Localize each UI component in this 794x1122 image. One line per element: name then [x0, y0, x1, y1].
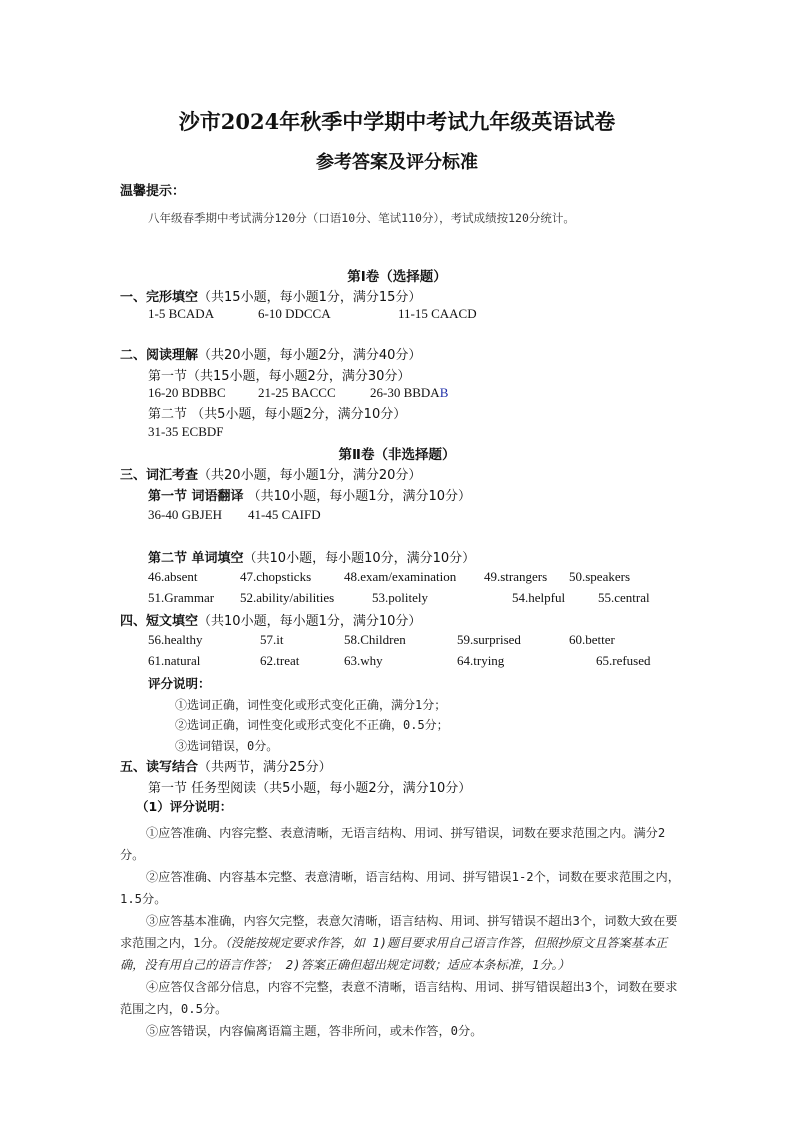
part-1-heading: 第一节 任务型阅读（共5小题，每小题2分，满分10分） [148, 781, 472, 796]
criteria-item: ②选词正确，词性变化或形式变化不正确，0.5分； [175, 718, 449, 732]
answer-group: 21-25 BACCC [258, 385, 336, 400]
answer-word: 59.surprised [457, 632, 521, 647]
section-number: 一、 [120, 290, 147, 305]
answer-word: 46.absent [148, 569, 198, 584]
part-name: 第二节 单词填空 [148, 551, 244, 566]
section-name: 完形填空 [146, 290, 199, 305]
criteria-paragraph: ①应答准确、内容完整、表意清晰，无语言结构、用词、拼写错误，词数在要求范围之内。满分2分。 [120, 826, 666, 862]
part-1-heading: 第一节（共15小题，每小题2分，满分30分） [148, 369, 411, 384]
answer-word: 62.treat [260, 653, 300, 668]
answer-group: 41-45 CAIFD [248, 507, 321, 522]
answer-word: 52.ability/abilities [240, 590, 335, 605]
section-name: 短文填空 [146, 614, 199, 629]
section-3-heading [120, 464, 421, 483]
criteria-paragraph: ④应答仅含部分信息，内容不完整，表意不清晰，语言结构、用词、拼写错误超出3个，词数在要求范围之内，0.5分。 [120, 980, 678, 1016]
criteria-item: ③选词错误，0分。 [175, 739, 279, 753]
criteria-note: （没能按规定要求作答，如 1)题目要求用自己语言作答，但照抄原文且答案基本正确，没有用自己的语言作答； 2)答案正确但超出规定词数；适应本条标准，1分。） [120, 936, 668, 972]
section-5-heading [120, 756, 332, 775]
part-name: 第一节 词语翻译 [148, 489, 244, 504]
answer-text: 26-30 BBDA [370, 385, 440, 400]
volume-2-heading: 第Ⅱ卷（非选择题） [338, 447, 456, 463]
criteria-paragraph: ②应答准确、内容基本完整、表意清晰，语言结构、用词、拼写错误1-2个，词数在要求范围之内，1.5分。 [120, 870, 680, 906]
answer-word: 48.exam/examination [344, 569, 457, 584]
criteria-paragraph [120, 910, 680, 976]
answer-word: 54.helpful [512, 590, 566, 605]
section-info: （共10小题，每小题1分，满分10分） [198, 614, 422, 629]
part-2-heading: 第二节 （共5小题，每小题2分，满分10分） [148, 407, 407, 422]
answer-group: 1-5 BCADA [148, 306, 215, 321]
section-info: （共两节，满分25分） [198, 760, 332, 775]
section-4-heading [120, 610, 421, 629]
document-subtitle: 参考答案及评分标准 [316, 152, 478, 173]
answer-word: 65.refused [596, 653, 651, 668]
answer-group: 6-10 DDCCA [258, 306, 331, 321]
part-1-heading [148, 485, 471, 504]
answer-word: 53.politely [372, 590, 428, 605]
volume-1-heading: 第Ⅰ卷（选择题） [347, 269, 447, 285]
section-number: 四、 [120, 614, 147, 629]
criteria-item: ①选词正确，词性变化或形式变化正确，满分1分； [175, 698, 447, 712]
answer-word: 57.it [260, 632, 284, 647]
section-number: 三、 [120, 468, 147, 483]
section-1-heading [120, 286, 421, 305]
answer-word: 49.strangers [484, 569, 548, 584]
section-2-heading [120, 344, 421, 363]
part-info: （共10小题，每小题1分，满分10分） [243, 489, 472, 504]
section-info: （共20小题，每小题1分，满分20分） [198, 468, 422, 483]
answer-highlight: B [439, 385, 449, 400]
criteria-text: ③应答基本准确，内容欠完整，表意欠清晰，语言结构、用词、拼写错误不超出3个，词数大致在要求范围之内，1分。 [120, 914, 678, 950]
section-info: （共20小题，每小题2分，满分40分） [198, 348, 422, 363]
criteria-paragraph: ⑤应答错误，内容偏离语篇主题，答非所问，或未作答，0分。 [146, 1024, 483, 1038]
answer-word: 47.chopsticks [240, 569, 312, 584]
answer-word: 56.healthy [148, 632, 203, 647]
document-title: 沙市2024年秋季中学期中考试九年级英语试卷 [178, 109, 616, 134]
section-number: 五、 [120, 760, 147, 775]
criteria-title: 评分说明： [148, 676, 211, 691]
answer-word: 58.Children [344, 632, 406, 647]
section-name: 读写结合 [146, 760, 199, 775]
section-name: 词汇考查 [146, 468, 199, 483]
section-number: 二、 [120, 348, 147, 363]
answer-word: 51.Grammar [148, 590, 215, 605]
answer-group: 11-15 CAACD [398, 306, 477, 321]
answer-word: 64.trying [457, 653, 505, 668]
answer-group: 36-40 GBJEH [148, 507, 223, 522]
answer-word: 63.why [344, 653, 383, 668]
section-info: （共15小题，每小题1分，满分15分） [198, 290, 422, 305]
hint-text: 八年级春季期中考试满分120分（口语10分、笔试110分），考试成绩按120分统计。 [148, 211, 575, 225]
answer-group: 31-35 ECBDF [148, 424, 224, 439]
answer-word: 55.central [598, 590, 650, 605]
answer-group: 16-20 BDBBC [148, 385, 226, 400]
part-info: （共10小题，每小题10分，满分10分） [243, 551, 476, 566]
answer-word: 50.speakers [569, 569, 631, 584]
answer-word: 60.better [569, 632, 615, 647]
hint-heading: 温馨提示： [120, 184, 186, 199]
answer-group-last [370, 385, 448, 401]
criteria-title: （1）评分说明： [136, 799, 233, 814]
part-2-heading [148, 547, 475, 566]
answer-word: 61.natural [148, 653, 201, 668]
section-name: 阅读理解 [146, 348, 199, 363]
